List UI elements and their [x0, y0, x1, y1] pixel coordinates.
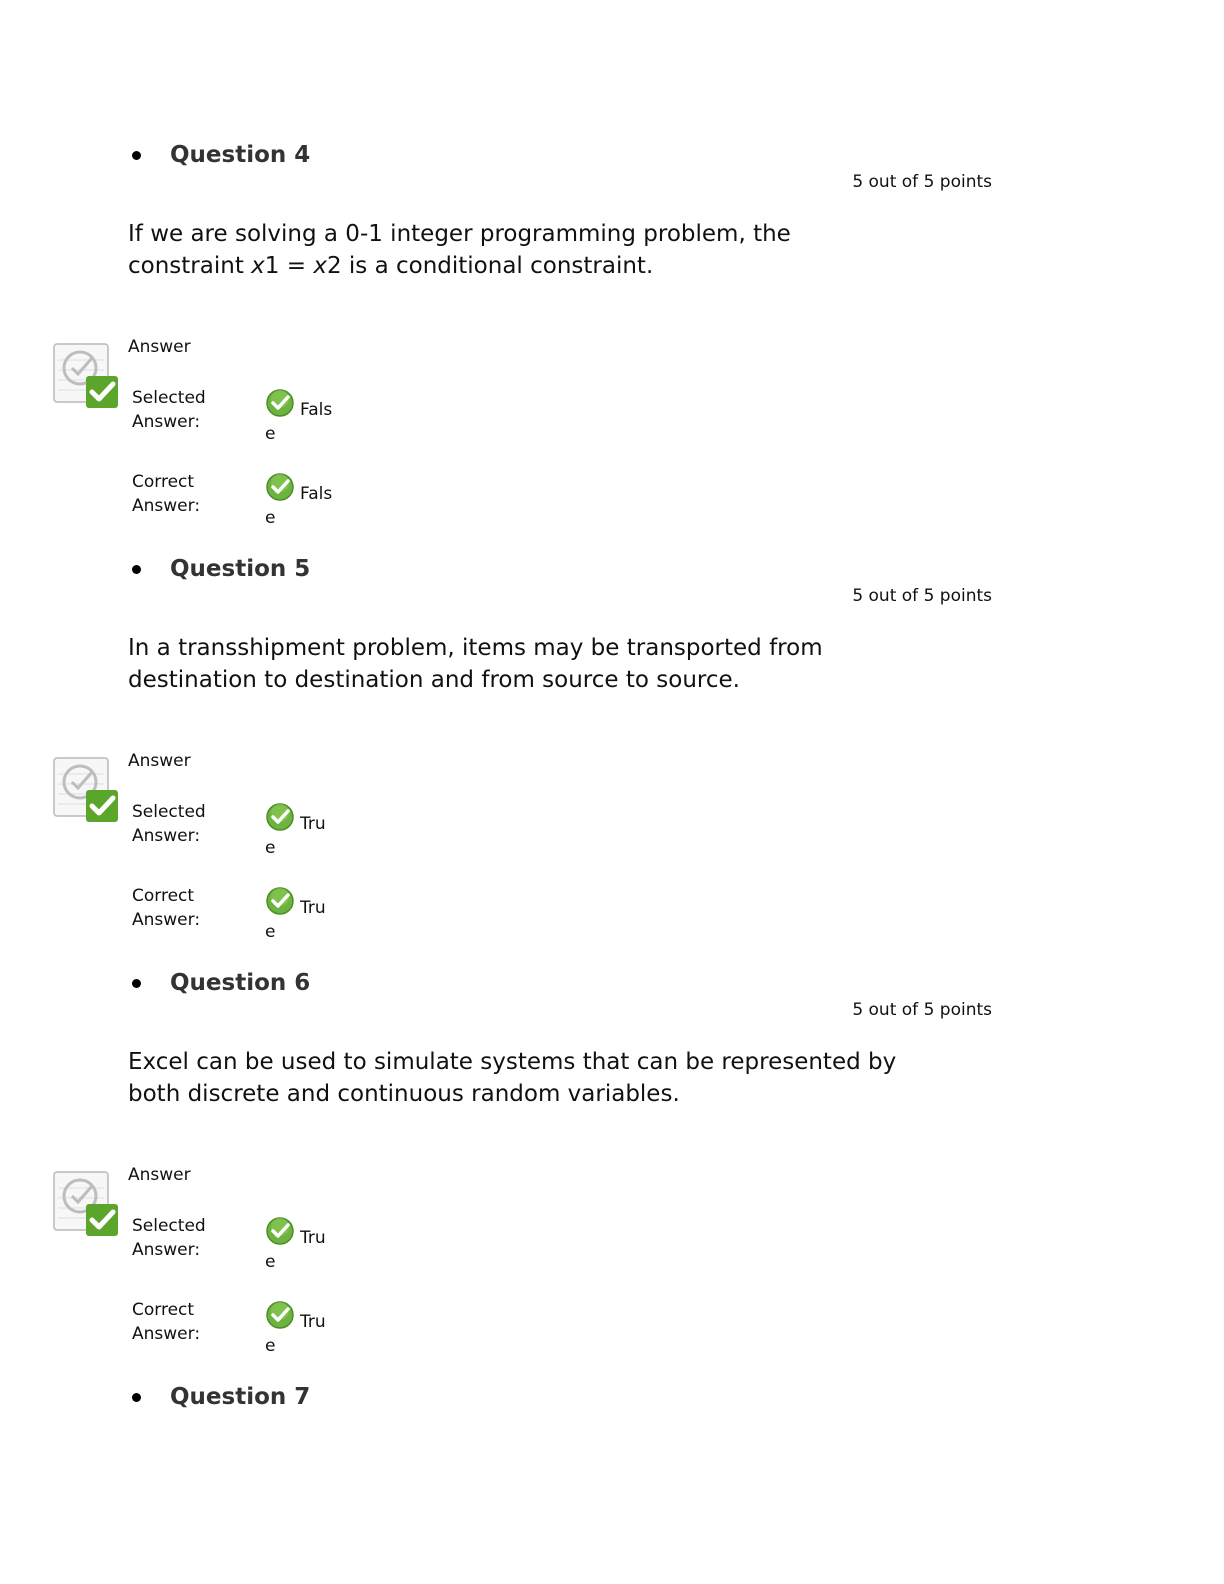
- correct-answer-label: Correct Answer:: [132, 1300, 201, 1344]
- question-header: [132, 554, 311, 584]
- selected-answer-value: Tru e: [265, 1228, 326, 1272]
- question-text: If we are solving a 0-1 integer programming problem, the constraint x1 = x2 is a conditional constraint.: [128, 221, 791, 279]
- answer-heading: Answer: [128, 1165, 191, 1185]
- points-label: 5 out of 5 points: [852, 172, 992, 192]
- answer-heading: Answer: [128, 751, 191, 771]
- selected-answer-label: Selected Answer:: [132, 802, 206, 846]
- question-text: In a transshipment problem, items may be transported from destination to destination and from source to source.: [128, 635, 823, 693]
- selected-answer-label: Selected Answer:: [132, 388, 206, 432]
- question-header: [132, 140, 311, 170]
- bullet-icon: [132, 979, 141, 988]
- correct-answer-label: Correct Answer:: [132, 886, 201, 930]
- question-title: Question 6: [170, 970, 311, 996]
- correct-answer-label: Correct Answer:: [132, 472, 201, 516]
- graded-correct-answer-icon: [52, 1168, 122, 1238]
- question-title: Question 4: [170, 142, 311, 168]
- correct-answer-value: Fals e: [265, 484, 333, 528]
- graded-correct-answer-icon: [52, 340, 122, 410]
- question-title: Question 5: [170, 556, 311, 582]
- question-header: [132, 1382, 311, 1412]
- points-label: 5 out of 5 points: [852, 586, 992, 606]
- question-header: [132, 968, 311, 998]
- bullet-icon: [132, 1393, 141, 1402]
- selected-answer-value: Fals e: [265, 400, 333, 444]
- selected-answer-value: Tru e: [265, 814, 326, 858]
- selected-answer-label: Selected Answer:: [132, 1216, 206, 1260]
- bullet-icon: [132, 565, 141, 574]
- question-text: Excel can be used to simulate systems that can be represented by both discrete and continuous random variables.: [128, 1049, 897, 1107]
- question-title: Question 7: [170, 1384, 311, 1410]
- answer-heading: Answer: [128, 337, 191, 357]
- correct-answer-value: Tru e: [265, 898, 326, 942]
- graded-correct-answer-icon: [52, 754, 122, 824]
- points-label: 5 out of 5 points: [852, 1000, 992, 1020]
- correct-answer-value: Tru e: [265, 1312, 326, 1356]
- bullet-icon: [132, 151, 141, 160]
